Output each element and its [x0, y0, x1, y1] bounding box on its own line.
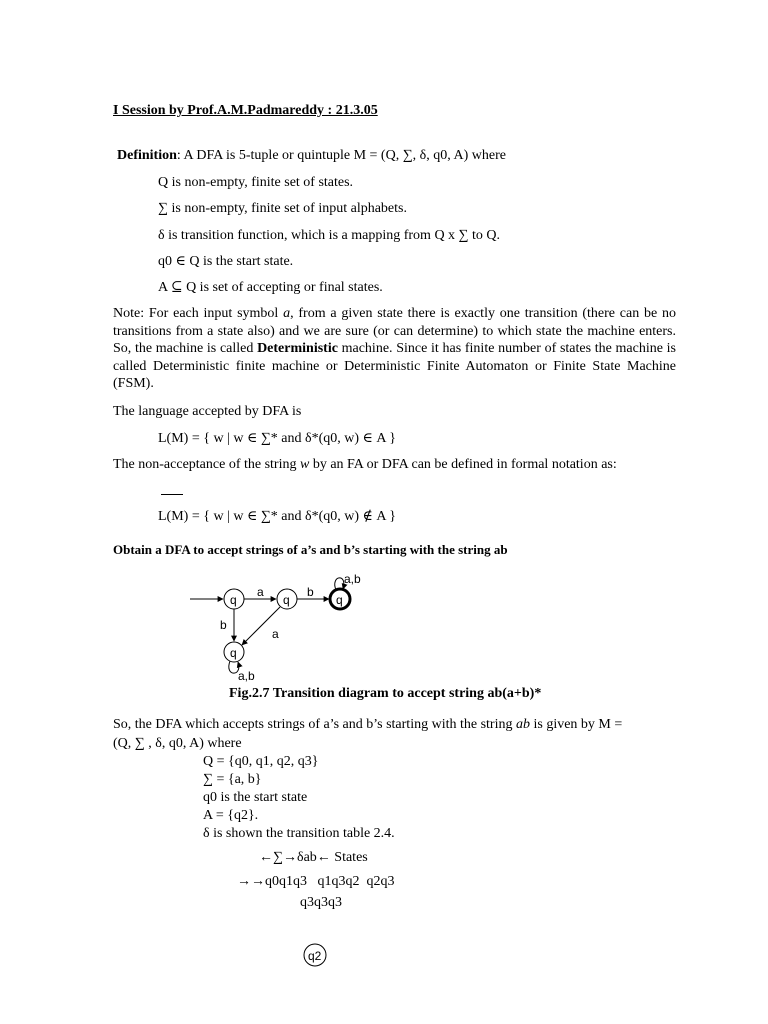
footer-state-circle: [300, 940, 330, 970]
table-row-q0: [237, 873, 395, 890]
nonaccept-post: by an FA or DFA can be defined in formal notation as:: [309, 457, 617, 472]
edge-q1-q3-label: a: [272, 627, 279, 641]
nonaccept-line: [113, 456, 617, 473]
problem-title: Obtain a DFA to accept strings of a’s and b’s starting with the string ab: [113, 542, 508, 557]
table-row-q0-b: q1q3q2: [317, 874, 360, 889]
solution-intro-ab: ab: [515, 717, 530, 732]
solution-intro-post: is given by M =: [529, 717, 623, 732]
note-symbol: a: [283, 306, 291, 321]
complement-overbar: [161, 494, 183, 495]
definition-item-states: Q is non-empty, finite set of states.: [158, 175, 354, 190]
note-part3: machine. Since it has finite number of states the machine is called Deterministic finite machine or Deterministic Finite Automaton or Finite State Machine (FSM).: [113, 341, 676, 391]
figure-caption: Fig.2.7 Transition diagram to accept string ab(a+b)*: [229, 686, 542, 701]
table-arrows: →→: [237, 874, 265, 889]
solution-item-A: A = {q2}.: [203, 808, 259, 823]
nonaccept-w: w: [299, 457, 310, 472]
solution-item-start: q0 is the start state: [203, 790, 308, 805]
language-formula: L(M) = { w | w ∈ ∑* and δ*(q0, w) ∈ A }: [158, 431, 396, 446]
table-row-q0-c: q2q3: [366, 874, 395, 889]
language-intro: The language accepted by DFA is: [113, 404, 302, 419]
transition-diagram: [180, 565, 400, 690]
definition-item-accepting: A ⊆ Q is set of accepting or final states.: [158, 280, 383, 295]
state-q0-label: q: [230, 593, 237, 607]
state-q2-label: q: [336, 593, 343, 607]
solution-intro-pre: So, the DFA which accepts strings of a’s and b’s starting with the string: [113, 717, 516, 732]
note-part1: Note: For each input symbol: [113, 306, 284, 321]
loop-q2-label: a,b: [344, 572, 361, 586]
solution-item-delta: δ is shown the transition table 2.4.: [203, 826, 395, 841]
table-header-line: ←∑→δab← States: [259, 850, 368, 865]
edge-q1-q2-label: b: [307, 585, 314, 599]
table-row-q3: q3q3q3: [300, 895, 342, 910]
definition-label: Definition: [117, 148, 177, 163]
solution-item-sigma: ∑ = {a, b}: [203, 772, 262, 787]
definition-item-transition: δ is transition function, which is a mapping from Q x ∑ to Q.: [158, 228, 501, 243]
footer-state-label: q2: [308, 949, 322, 963]
table-row-q0-a: q0q1q3: [265, 874, 307, 889]
nonaccept-pre: The non-acceptance of the string: [113, 457, 300, 472]
definition-item-alphabet: ∑ is non-empty, finite set of input alphabets.: [158, 201, 407, 216]
solution-tuple: (Q, ∑ , δ, q0, A) where: [113, 736, 242, 751]
definition-item-start: q0 ∈ Q is the start state.: [158, 254, 294, 269]
definition-line: [117, 147, 506, 164]
note-paragraph: [113, 305, 676, 393]
solution-item-Q: Q = {q0, q1, q2, q3}: [203, 754, 319, 769]
nonaccept-formula: L(M) = { w | w ∈ ∑* and δ*(q0, w) ∉ A }: [158, 509, 396, 524]
edge-q0-q1-label: a: [257, 585, 264, 599]
state-q3-label: q: [230, 646, 237, 660]
solution-intro: [113, 716, 622, 733]
loop-q3-label: a,b: [238, 669, 255, 683]
note-bold: Deterministic: [257, 341, 338, 356]
definition-text: : A DFA is 5-tuple or quintuple M = (Q, ∑, δ, q0, A) where: [176, 148, 506, 163]
state-q1-label: q: [283, 593, 290, 607]
edge-q0-q3-label: b: [220, 618, 227, 632]
note-part2: , from a given state there is exactly one transition (there can be no transitions from a state also) and we are sure (or can determine) to which state the machine enters. So, the machine is called: [113, 306, 676, 356]
page-title: I Session by Prof.A.M.Padmareddy : 21.3.05: [113, 103, 378, 118]
